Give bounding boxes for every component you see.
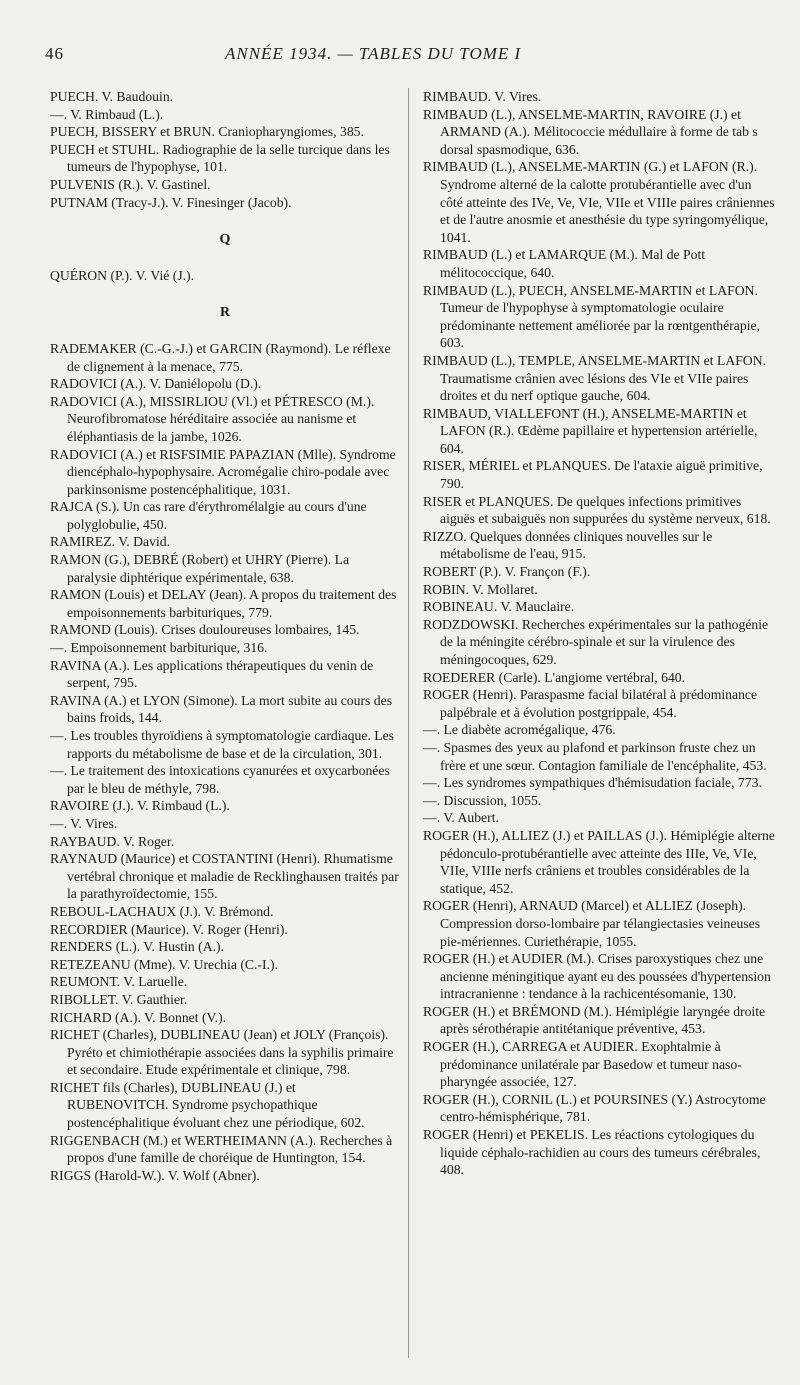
entries-r xyxy=(50,340,400,1185)
index-entry: ROGER (Henri). Paraspasme facial bilatéral à prédominance palpébrale et à évolution postgrippale, 454. xyxy=(423,687,758,720)
right-column xyxy=(423,88,775,1179)
index-entry: ROGER (H.), CORNIL (L.) et POURSINES (Y.) Astrocytome centro-hémisphérique, 781. xyxy=(423,1091,766,1125)
index-entry: —. Spasmes des yeux au plafond et parkinson fruste chez un frère et une sœur. Contagion familiale de l'encéphalite, 453. xyxy=(423,739,767,773)
index-entry: —. Discussion, 1055. xyxy=(423,792,542,808)
index-entry: RAMON (Louis) et DELAY (Jean). A propos du traitement des empoisonnements barbituriques, 779. xyxy=(50,587,397,620)
index-entry: RIMBAUD (L.), PUECH, ANSELME-MARTIN et LAFON. Tumeur de l'hypophyse à symptomatologie oculaire prédominante nettement améliorée par la rœntgenthérapie, 603. xyxy=(423,282,760,351)
index-entry: RISER, MÉRIEL et PLANQUES. De l'ataxie aiguë primitive, 790. xyxy=(423,458,763,492)
index-entry: RIMBAUD (L.), ANSELME-MARTIN (G.) et LAFON (R.). Syndrome alterné de la calotte protubérantielle avec d'un côté atteinte des IVe, Ve, VIe, VIIe et VIIIe paires crâniennes et de l'autre anosmie et anesthésie du type syringomyélique, 1041. xyxy=(423,159,775,245)
index-entry: ROGER (Henri) et PEKELIS. Les réactions cytologiques du liquide céphalo-rachidien au cours des tumeurs cérébrales, 408. xyxy=(423,1127,761,1178)
index-entry: RAVOIRE (J.). V. Rimbaud (L.). xyxy=(50,798,230,814)
index-entry: ROGER (Henri), ARNAUD (Marcel) et ALLIEZ (Joseph). Compression dorso-lombaire par télangiectasies veineuses pie-mériennes. Curiethérapie, 1055. xyxy=(423,898,761,949)
index-entry: RAYNAUD (Maurice) et COSTANTINI (Henri). Rhumatisme vertébral chronique et maladie de Recklinghausen traités par la parathyroïdectomie, 155. xyxy=(50,851,399,902)
index-entry: QUÉRON (P.). V. Vié (J.). xyxy=(50,267,195,283)
index-entry: RADOVICI (A.) et RISFSIMIE PAPAZIAN (Mlle). Syndrome diencéphalo-hypophysaire. Acromégalie chiro-podale avec parkinsonisme postencéphalitique, 1031. xyxy=(50,446,396,497)
index-entry: RADOVICI (A.). V. Daniélopolu (D.). xyxy=(50,376,262,392)
index-entry: RAJCA (S.). Un cas rare d'érythromélalgie au cours d'une polyglobulie, 450. xyxy=(50,499,367,532)
index-entry: RISER et PLANQUES. De quelques infections primitives aiguës et subaiguës non suppurées du système nerveux, 618. xyxy=(423,493,771,527)
page-number: 46 xyxy=(45,44,64,63)
page-title: ANNÉE 1934. — TABLES DU TOME I xyxy=(225,44,522,63)
column-divider xyxy=(408,88,409,1358)
index-entry: RIMBAUD. V. Vires. xyxy=(423,89,542,104)
index-entry: PUTNAM (Tracy-J.). V. Finesinger (Jacob). xyxy=(50,194,292,210)
index-entry: RIMBAUD (L.) et LAMARQUE (M.). Mal de Pott mélitococcique, 640. xyxy=(423,247,706,280)
index-entry: ROGER (H.) et BRÉMOND (M.). Hémiplégie laryngée droite après sérothérapie antitétanique préventive, 453. xyxy=(423,1003,766,1037)
index-entry: ROBINEAU. V. Mauclaire. xyxy=(423,599,575,615)
index-entry: ROEDERER (Carle). L'angiome vertébral, 640. xyxy=(423,669,686,685)
index-entry: ROBIN. V. Mollaret. xyxy=(423,581,538,597)
index-entry: ROGER (H.), CARREGA et AUDIER. Exophtalmie à prédominance unilatérale par Basedow et tumeur naso-pharyngée associée, 127. xyxy=(423,1039,742,1090)
index-entry: RODZDOWSKI. Recherches expérimentales sur la pathogénie de la méningite cérébro-spinale et sur la virulence des méningocoques, 629. xyxy=(423,616,769,667)
index-entry: RADOVICI (A.), MISSIRLIOU (Vl.) et PÉTRESCO (M.). Neurofibromatose héréditaire associée au nanisme et éléphantiasis de la jambe, 1026. xyxy=(50,393,375,444)
index-entry: REBOUL-LACHAUX (J.). V. Brémond. xyxy=(50,903,274,919)
index-entry: RIGGS (Harold-W.). V. Wolf (Abner). xyxy=(50,1167,260,1183)
index-entry: RICHARD (A.). V. Bonnet (V.). xyxy=(50,1009,227,1025)
index-entry: RECORDIER (Maurice). V. Roger (Henri). xyxy=(50,921,288,937)
index-entry: RIZZO. Quelques données cliniques nouvelles sur le métabolisme de l'eau, 915. xyxy=(423,528,713,562)
index-entry: RIBOLLET. V. Gauthier. xyxy=(50,991,188,1007)
entries-p xyxy=(50,88,400,211)
index-entry: PULVENIS (R.). V. Gastinel. xyxy=(50,176,211,192)
index-entry: REUMONT. V. Laruelle. xyxy=(50,974,188,990)
index-entry: RAYBAUD. V. Roger. xyxy=(50,833,175,849)
index-entry: RETEZEANU (Mme). V. Urechia (C.-I.). xyxy=(50,956,278,972)
index-entry: ROGER (H.), ALLIEZ (J.) et PAILLAS (J.). Hémiplégie alterne pédonculo-protubérantielle avec atteinte des IIIe, Ve, VIe, VIIe, VIIIe nerfs crâniens et troubles considérables de la statique, 452. xyxy=(423,827,775,896)
index-entry: —. V. Rimbaud (L.). xyxy=(50,106,164,122)
index-entry: —. Le traitement des intoxications cyanurées et oxycarbonées par le bleu de méthyle, 798. xyxy=(50,763,390,796)
index-entry: RAVINA (A.) et LYON (Simone). La mort subite au cours des bains froids, 144. xyxy=(50,692,393,726)
section-letter-r: R xyxy=(219,305,231,321)
index-entry: —. Le diabète acromégalique, 476. xyxy=(423,722,616,738)
index-entry: RICHET fils (Charles), DUBLINEAU (J.) et RUBENOVITCH. Syndrome psychopathique postencéphalitique évoluant chez une périodique, 602. xyxy=(50,1079,365,1131)
index-entry: —. Empoisonnement barbiturique, 316. xyxy=(50,640,268,656)
index-entry: PUECH, BISSERY et BRUN. Craniopharyngiomes, 385. xyxy=(50,124,364,140)
index-entry: RIMBAUD (L.), ANSELME-MARTIN, RAVOIRE (J.) et ARMAND (A.). Mélitococcie médullaire à forme de tab s dorsal spasmodique, 636. xyxy=(423,106,758,157)
index-entry: RIMBAUD, VIALLEFONT (H.), ANSELME-MARTIN et LAFON (R.). Œdème papillaire et hypertension artérielle, 604. xyxy=(423,405,758,456)
index-entry: RAMOND (Louis). Crises douloureuses lombaires, 145. xyxy=(50,622,360,638)
index-entry: RIGGENBACH (M.) et WERTHEIMANN (A.). Recherches à propos d'une famille de choréique de Huntington, 154. xyxy=(50,1132,393,1166)
index-entry: PUECH. V. Baudouin. xyxy=(50,89,174,104)
index-entry: —. Les syndromes sympathiques d'hémisudation faciale, 773. xyxy=(423,775,762,791)
index-entry: RAVINA (A.). Les applications thérapeutiques du venin de serpent, 795. xyxy=(50,657,374,691)
index-entry: RAMON (G.), DEBRÉ (Robert) et UHRY (Pierre). La paralysie diphtérique expérimentale, 638. xyxy=(50,552,350,585)
section-letter-q: Q xyxy=(219,232,231,248)
index-entry: PUECH et STUHL. Radiographie de la selle turcique dans les tumeurs de l'hypophyse, 101. xyxy=(50,141,390,175)
index-entry: RAMIREZ. V. David. xyxy=(50,534,171,550)
index-entry: —. Les troubles thyroïdiens à symptomatologie cardiaque. Les rapports du métabolisme de base et de la circulation, 301. xyxy=(50,728,395,761)
index-entry: RICHET (Charles), DUBLINEAU (Jean) et JOLY (François). Pyréto et chimiothérapie associées dans la syphilis primaire et secondaire. Etude expérimentale et clinique, 798. xyxy=(50,1027,394,1078)
index-entry: RIMBAUD (L.), TEMPLE, ANSELME-MARTIN et LAFON. Traumatisme crânien avec lésions des VIe et VIIe paires droites et du nerf optique gauche, 604. xyxy=(423,352,767,404)
index-entry: ROBERT (P.). V. Françon (F.). xyxy=(423,564,591,580)
left-column xyxy=(50,88,400,1184)
index-entry: RADEMAKER (C.-G.-J.) et GARCIN (Raymond). Le réflexe de clignement à la menace, 775. xyxy=(50,340,391,374)
entries-right xyxy=(423,88,775,1179)
index-entry: RENDERS (L.). V. Hustin (A.). xyxy=(50,939,225,955)
entries-q xyxy=(50,267,400,285)
index-entry: —. V. Vires. xyxy=(50,815,118,831)
index-entry: ROGER (H.) et AUDIER (M.). Crises paroxystiques chez une ancienne méningitique ayant eu des poussées d'hypertension intracranienne : tendance à la rachicentésomanie, 130. xyxy=(423,951,771,1002)
index-entry: —. V. Aubert. xyxy=(423,810,499,826)
